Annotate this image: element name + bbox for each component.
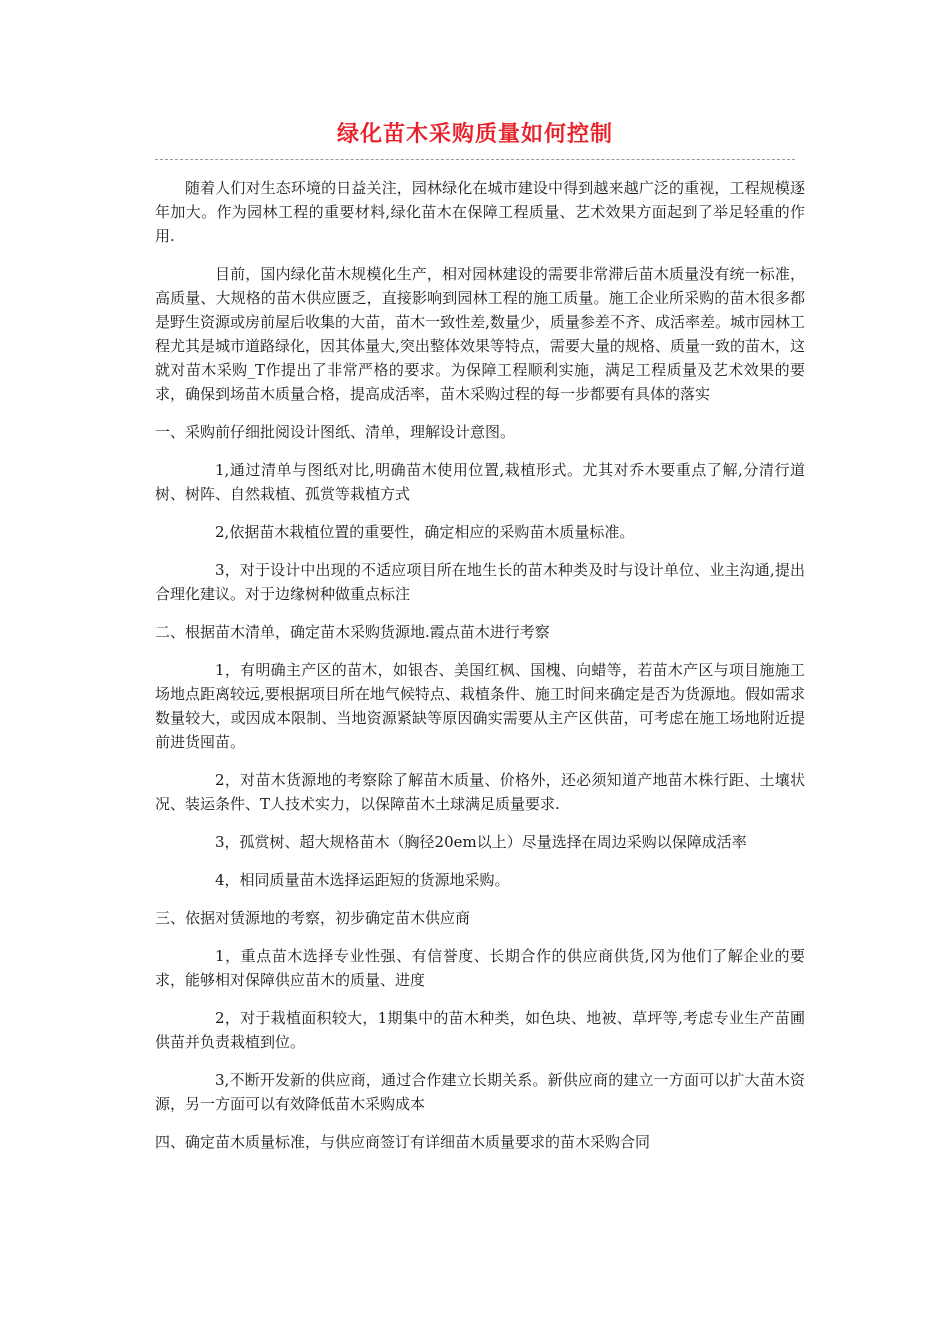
- section-2-item-4: 4，相同质量苗木选择运距短的货源地采购。: [215, 871, 510, 889]
- paragraph-background: 目前，国内绿化苗木规模化生产，相对园林建设的需要非常滞后苗木质量没有统一标准，高质量、大规格的苗木供应匮乏，直接影响到园林工程的施工质量。施工企业所采购的苗木很多都是野生资源或房前屋后收集的大苗，苗木一致性差,数量少，质量参差不齐、成活率差。城市园林工程尤其是城市道路绿化，因其体量大,突出整体效果等特点，需要大量的规格、质量一致的苗木，这就对苗木采购_T作提出了非常严格的要求。为保障工程顺利实施，满足工程质量及艺术效果的要求，确保到场苗木质量合格，提高成活率，苗木采购过程的每一步都要有具体的落实: [155, 265, 805, 403]
- section-heading-1: 一、采购前仔细批阅设计图纸、清单，理解设计意图。: [155, 423, 516, 441]
- document-body: [155, 176, 805, 1168]
- section-3-item-2: 2，对于栽植面积较大，1期集中的苗木种类，如色块、地被、草坪等,考虑专业生产苗圃供苗并负责栽植到位。: [155, 1009, 805, 1051]
- paragraph-intro: 随着人们对生态环境的日益关注，园林绿化在城市建设中得到越来越广泛的重视，工程规模逐年加大。作为园林工程的重要材料,绿化苗木在保障工程质量、艺术效果方面起到了举足轻重的作用.: [155, 179, 805, 245]
- section-heading-3: 三、依据对赁源地的考察，初步确定苗木供应商: [155, 909, 471, 927]
- section-3-item-1: 1，重点苗木选择专业性强、有信誉度、长期合作的供应商供货,冈为他们了解企业的要求，能够相对保障供应苗木的质量、进度: [155, 947, 805, 989]
- section-1-item-2: 2,依据苗木栽植位置的重要性，确定相应的采购苗木质量标准。: [215, 523, 635, 541]
- title-divider: [155, 159, 795, 160]
- section-3-item-3: 3,不断开发新的供应商，通过合作建立长期关系。新供应商的建立一方面可以扩大苗木资源，另一方面可以有效降低苗木采购成本: [155, 1071, 805, 1113]
- section-2-item-1: 1，有明确主产区的苗木，如银杏、美国红枫、国槐、向蜡等，若苗木产区与项目施施工场地点距离较远,要根据项目所在地气候特点、栽植条件、施工时间来确定是否为货源地。假如需求数量较大，或因成本限制、当地资源紧缺等原因确实需要从主产区供苗，可考虑在施工场地附近提前进货囤苗。: [155, 661, 805, 751]
- section-heading-2: 二、根据苗木清单，确定苗木采购货源地.霞点苗木进行考察: [155, 623, 550, 641]
- document-title: 绿化苗木采购质量如何控制: [336, 122, 613, 147]
- section-2-item-2: 2，对苗木货源地的考察除了解苗木质量、价格外，还必须知道产地苗木株行距、土壤状况、装运条件、T人技术实力，以保障苗木土球满足质量要求.: [155, 771, 805, 813]
- section-1-item-1: 1,通过清单与图纸对比,明确苗木使用位置,栽植形式。尤其对乔木要重点了解,分清行道树、树阵、自然栽植、孤赏等栽植方式: [155, 461, 805, 503]
- section-1-item-3: 3，对于设计中出现的不适应项目所在地生长的苗木种类及时与设计单位、业主沟通,提出合理化建议。对于边缘树种做重点标注: [155, 561, 805, 603]
- section-heading-4: 四、确定苗木质量标准，与供应商签订有详细苗木质量要求的苗木采购合同: [155, 1133, 651, 1151]
- section-2-item-3: 3，孤赏树、超大规格苗木（胸径20em以上）尽量选择在周边采购以保障成活率: [215, 833, 747, 851]
